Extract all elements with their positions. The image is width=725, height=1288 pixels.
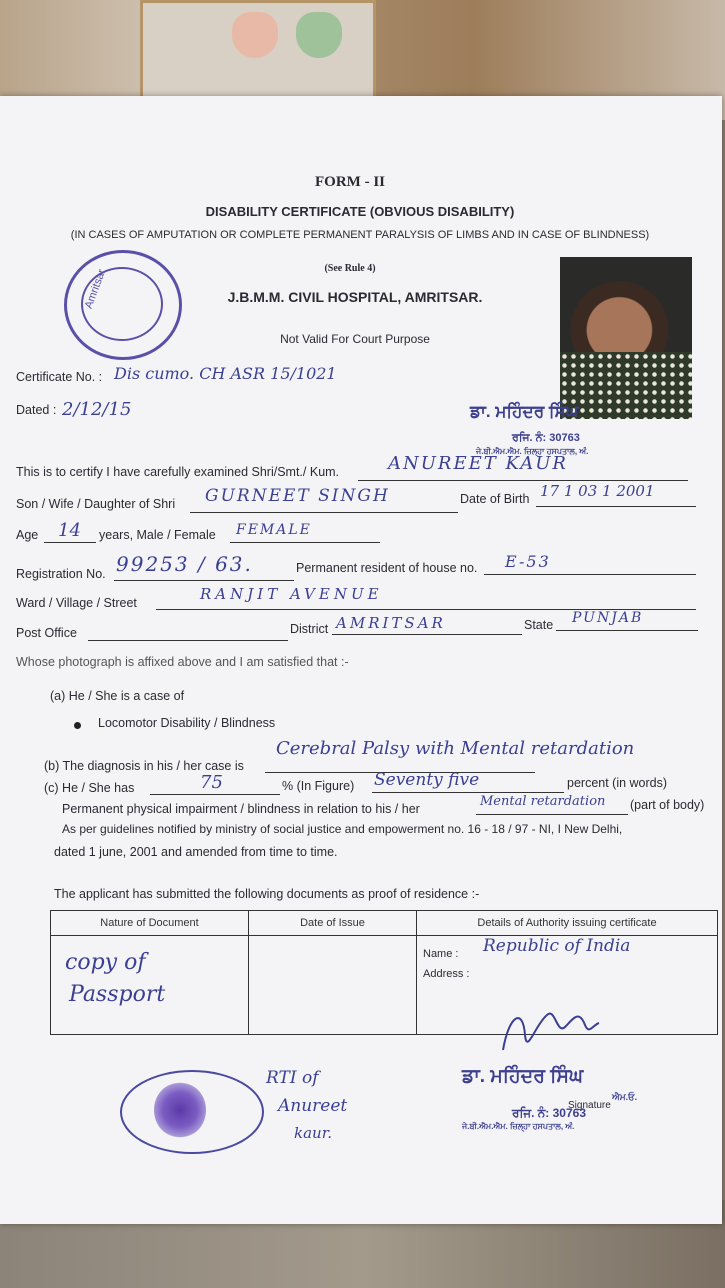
guideline-line-2: dated 1 june, 2001 and amended from time to time. xyxy=(54,845,338,859)
bullet-icon xyxy=(74,722,81,729)
authority-name-value: Republic of India xyxy=(483,936,631,956)
ward-label: Ward / Village / Street xyxy=(16,596,137,610)
background-heart-pink xyxy=(232,12,278,58)
impairment-part-label: (part of body) xyxy=(630,798,705,812)
date-of-issue-cell xyxy=(249,936,417,1035)
documents-intro: The applicant has submitted the following documents as proof of residence :- xyxy=(54,887,480,901)
sex-label: years, Male / Female xyxy=(99,528,216,542)
diagnosis-value: Cerebral Palsy with Mental retardation xyxy=(276,738,635,759)
guideline-line-1: As per guidelines notified by ministry of social justice and empowerment no. 16 - 18 / 97 - NI, I New Delhi, xyxy=(62,822,623,836)
doctor-stamp-name: ਡਾ. ਮਹਿੰਦਰ ਸਿੰਘ xyxy=(470,402,579,421)
bottom-stamp-hospital: ਜੇ.ਬੀ.ਐਮ.ਐਮ. ਜ਼ਿਲ੍ਹਾ ਹਸਪਤਾਲ, ਅੰ. xyxy=(462,1122,575,1131)
certificate-no-value: Dis cumo. CH ASR 15/1021 xyxy=(114,364,337,383)
doctor-signature xyxy=(495,995,605,1065)
photo-note: Whose photograph is affixed above and I am satisfied that :- xyxy=(16,655,349,669)
doctor-stamp-hospital: ਜੇ.ਬੀ.ਐਮ.ਐਮ. ਜ਼ਿਲ੍ਹਾ ਹਸਪਤਾਲ, ਅੰ. xyxy=(476,447,589,456)
doctor-stamp-reg: ਰਜਿ. ਨੰ: 30763 xyxy=(512,432,580,444)
dob-label: Date of Birth xyxy=(460,492,530,506)
case-label: (a) He / She is a case of xyxy=(50,689,185,703)
age-label: Age xyxy=(16,528,39,542)
table-row xyxy=(51,936,718,1035)
name-value: ANUREET KAUR xyxy=(388,453,568,474)
authority-name-label: Name : xyxy=(423,948,459,960)
diagnosis-label: (b) The diagnosis in his / her case is xyxy=(44,759,244,773)
col-date: Date of Issue xyxy=(249,911,417,936)
hospital-name: J.B.M.M. CIVIL HOSPITAL, AMRITSAR. xyxy=(227,289,483,305)
percent-words-value: Seventy five xyxy=(374,770,480,790)
form-subtitle: (IN CASES OF AMPUTATION OR COMPLETE PERMANENT PARALYSIS OF LIMBS AND IN CASE OF BLINDNESS) xyxy=(70,229,650,241)
thumb-note-2: Anureet xyxy=(278,1096,348,1116)
thumb-note-3: kaur. xyxy=(294,1124,332,1142)
district-label: District xyxy=(290,622,329,636)
thumb-note-1: RTI of xyxy=(266,1068,319,1088)
percent-label: (c) He / She has xyxy=(44,781,135,795)
post-office-label: Post Office xyxy=(16,626,77,640)
bottom-stamp-post: ਐਮ.ਓ. xyxy=(612,1092,638,1102)
relation-label: Son / Wife / Daughter of Shri xyxy=(16,497,176,511)
document-line-2: Passport xyxy=(69,982,166,1007)
col-authority: Details of Authority issuing certificate xyxy=(417,911,718,936)
background-heart-green xyxy=(296,12,342,58)
certify-label: This is to certify I have carefully examined Shri/Smt./ Kum. xyxy=(16,465,340,479)
court-note: Not Valid For Court Purpose xyxy=(280,332,430,346)
dated-label: Dated : xyxy=(16,403,57,417)
document-line-1: copy of xyxy=(65,950,146,975)
documents-table xyxy=(50,910,718,1035)
registration-value: 99253 / 63. xyxy=(116,552,253,576)
state-value: PUNJAB xyxy=(572,610,644,626)
sex-value: FEMALE xyxy=(236,522,312,538)
dob-value: 17 1 03 1 2001 xyxy=(540,482,655,500)
percent-figure-label: % (In Figure) xyxy=(282,779,355,793)
form-number: FORM - II xyxy=(315,174,385,190)
state-label: State xyxy=(524,618,554,632)
percent-words-label: percent (in words) xyxy=(567,776,668,790)
signature-label: Signature xyxy=(568,1100,611,1111)
dated-value: 2/12/15 xyxy=(62,399,132,420)
age-value: 14 xyxy=(58,520,81,541)
house-value: E-53 xyxy=(505,552,551,571)
applicant-photo xyxy=(560,257,692,419)
impairment-label: Permanent physical impairment / blindness in relation to his / her xyxy=(62,802,420,816)
form-title: DISABILITY CERTIFICATE (OBVIOUS DISABILITY) xyxy=(205,204,515,219)
father-name-value: GURNEET SINGH xyxy=(205,486,390,506)
registration-label: Registration No. xyxy=(16,567,106,581)
rule-reference: (See Rule 4) xyxy=(324,263,376,274)
certificate-no-label: Certificate No. : xyxy=(16,370,103,384)
hospital-seal: Amritsar xyxy=(64,250,182,360)
authority-address-label: Address : xyxy=(423,968,470,980)
house-label: Permanent resident of house no. xyxy=(296,561,478,575)
percent-figure-value: 75 xyxy=(200,772,223,793)
impairment-value: Mental retardation xyxy=(480,794,606,809)
thumb-impression xyxy=(120,1070,264,1154)
case-item: Locomotor Disability / Blindness xyxy=(98,716,276,730)
bottom-stamp-name: ਡਾ. ਮਹਿੰਦਰ ਸਿੰਘ xyxy=(462,1066,584,1087)
district-value: AMRITSAR xyxy=(336,614,446,632)
col-nature: Nature of Document xyxy=(51,911,249,936)
bottom-stamp-reg: ਰਜਿ. ਨੰ: 30763 xyxy=(512,1106,587,1120)
ward-value: RANJIT AVENUE xyxy=(200,585,383,603)
